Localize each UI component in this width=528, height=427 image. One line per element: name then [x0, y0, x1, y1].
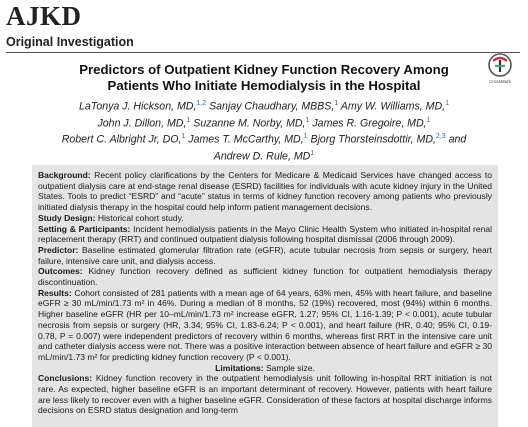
author-name: James R. Gregoire, MD, — [312, 117, 427, 130]
abstract-background — [38, 170, 492, 213]
author-affiliation: 1 — [181, 133, 186, 141]
author-name: LaTonya J. Hickson, MD, — [79, 100, 197, 113]
abstract-text: Baseline estimated glomerular filtration rate (eGFR), acute tubular necrosis from sepsis or surgery, heart failure, intensive care unit, and dialysis access. — [38, 244, 493, 266]
header-rule — [6, 52, 520, 53]
abstract-setting — [38, 224, 492, 245]
abstract-text: Sample size. — [265, 362, 315, 373]
author-name: Sanjay Chaudhary, MBBS, — [209, 100, 335, 113]
author-name: John J. Dillon, MD, — [97, 117, 187, 130]
author-affiliation: 1 — [426, 116, 431, 124]
crossmark-label: CrossMark — [489, 79, 511, 84]
abstract-label: Study Design: — [38, 212, 96, 223]
abstract-text: Historical cohort study. — [97, 212, 184, 223]
abstract-label: Limitations: — [215, 362, 264, 373]
journal-name: AJKD — [6, 1, 82, 31]
author-name: Andrew D. Rule, MD — [213, 150, 311, 163]
author-conjunction: and — [448, 133, 467, 146]
abstract-study-design — [38, 213, 492, 224]
author-affiliation: 1,2 — [196, 100, 207, 107]
author-name: Robert C. Albright Jr, DO, — [61, 133, 182, 146]
author-name: Amy W. Williams, MD, — [340, 100, 446, 113]
abstract-limitations — [38, 363, 492, 374]
abstract-label: Conclusions: — [38, 373, 93, 384]
author-affiliation: 1 — [186, 116, 191, 124]
author-line — [14, 97, 514, 114]
abstract-text: Cohort consisted of 281 patients with a mean age of 64 years, 63% men, 45% with heart failure, and baseline eGFR ≥ 30 mL/min/1.73 m² in 46%. During a median of 8 months, 52 (19%) recovered, most (94%) within 6 months. Higher baseline eGFR (HR per 10–mL/min/1.73 m² increase eGFR, 1.27; 95% CI, 1.16-1.39; P < 0.001), acute tubular necrosis from sepsis or surgery (HR, 3.34; 95% CI, 1.83-6.24; P < 0.001), and heart failure (HR, 0.40; 95% CI, 0.19-0.78, P = 0.007) were independent predictors of recovery within 6 months, whereas first RRT in the intensive care unit and catheter dialysis access were not. There was a positive interaction between absence of heart failure and eGFR ≥ 30 mL/min/1.73 m² for predicting kidney function recovery (P < 0.001). — [38, 287, 492, 362]
abstract-box — [32, 165, 498, 427]
abstract-label: Setting & Participants: — [38, 223, 131, 234]
author-affiliation: 1 — [303, 133, 308, 141]
author-line — [14, 130, 514, 147]
abstract-text: Incident hemodialysis patients in the Mayo Clinic Health System who initiated in-hospital renal replacement therapy (RRT) and continued outpatient dialysis following hospital dismissal (2006 through 2009). — [38, 223, 493, 245]
abstract-label: Predictor: — [38, 244, 79, 255]
author-affiliation: 1 — [305, 116, 310, 124]
author-name: Bjorg Thorsteinsdottir, MD, — [310, 133, 436, 146]
author-affiliation: 2,3 — [435, 133, 446, 141]
article-title — [40, 62, 488, 94]
abstract-label: Background: — [38, 170, 91, 180]
abstract-label: Results: — [38, 287, 72, 298]
abstract-results — [38, 288, 492, 363]
crossmark-icon[interactable] — [485, 52, 515, 86]
author-affiliation: 1 — [334, 100, 339, 107]
author-affiliation: 1 — [310, 149, 315, 157]
author-list — [14, 97, 514, 163]
abstract-outcomes — [38, 266, 492, 287]
article-title-line-2: Patients Who Initiate Hemodialysis in the Hospital — [107, 78, 421, 93]
section-label: Original Investigation — [6, 35, 134, 49]
abstract-conclusions — [38, 373, 492, 416]
author-name: Suzanne M. Norby, MD, — [193, 117, 306, 130]
abstract-label: Outcomes: — [38, 266, 83, 277]
abstract-text: Recent policy clarifications by the Centers for Medicare & Medicaid Services have changed access to outpatient dialysis care at end-stage renal disease (ESRD) facilities for individuals with acute kidney injury in the United States. Tools to predict “ESRD” and “acute” status in terms of kidney function recovery among patients who previously initiated dialysis therapy in the hospital could help inform patient management decisions. — [38, 170, 492, 213]
abstract-predictor — [38, 245, 492, 266]
author-line — [14, 114, 514, 131]
author-name: James T. McCarthy, MD, — [188, 133, 304, 146]
abstract-text: Kidney function recovery defined as sufficient kidney function for outpatient hemodialysis therapy discontinuation. — [38, 266, 493, 288]
author-line — [14, 147, 514, 164]
author-affiliation: 1 — [445, 100, 449, 107]
abstract-text: Kidney function recovery in the outpatient hemodialysis unit following in-hospital RRT initiation is not rare. As expected, higher baseline eGFR is an important determinant of recovery. However, patients with heart failure are less likely to recover even with a higher baseline eGFR. Consideration of these factors at hospital discharge informs decisions on ESRD status designation and long-term — [38, 373, 492, 416]
article-title-line-1: Predictors of Outpatient Kidney Function Recovery Among — [79, 62, 449, 77]
